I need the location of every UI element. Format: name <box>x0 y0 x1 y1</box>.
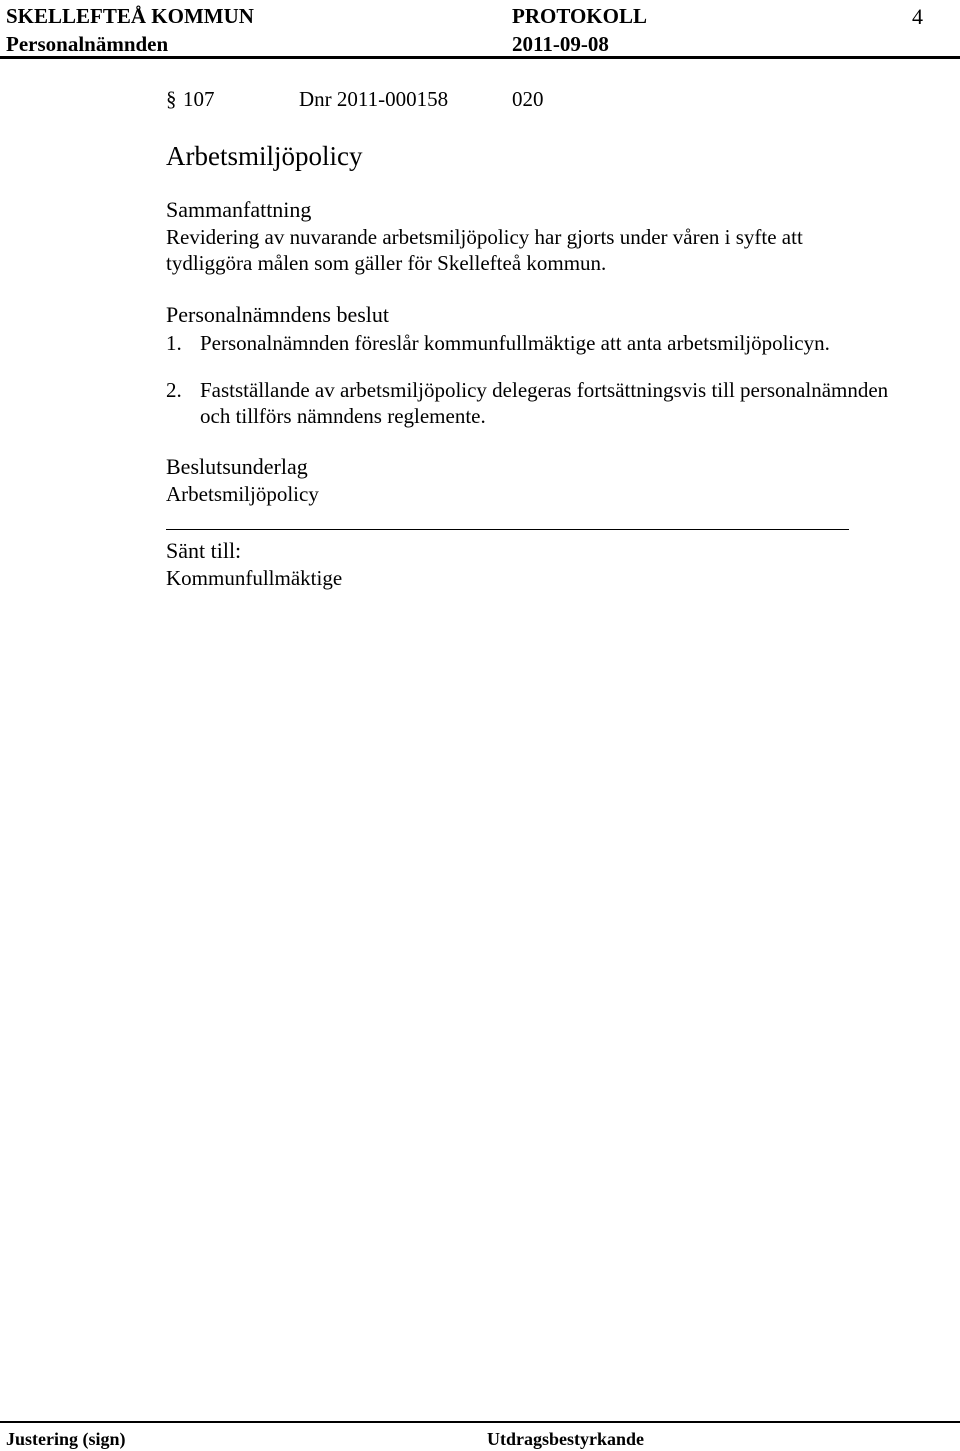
diary-number: Dnr 2011-000158 <box>299 87 449 111</box>
decision-item-text-cont: och tillförs nämndens reglemente. <box>200 404 486 428</box>
organization-name: SKELLEFTEÅ KOMMUN <box>6 4 254 28</box>
footer-divider <box>0 1421 960 1423</box>
decision-heading: Personalnämndens beslut <box>166 302 390 327</box>
section-sign: § <box>166 87 177 111</box>
summary-line-1: Revidering av nuvarande arbetsmiljöpolicy har gjorts under våren i syfte att <box>166 225 803 249</box>
decision-item-text: Personalnämnden föreslår kommunfullmäktige att anta arbetsmiljöpolicyn. <box>200 331 830 355</box>
paragraph-number: 107 <box>183 87 215 111</box>
sent-to-heading: Sänt till: <box>166 538 242 563</box>
committee-name: Personalnämnden <box>6 32 169 56</box>
decision-item-number: 1. <box>166 331 182 355</box>
sent-to-recipient: Kommunfullmäktige <box>166 566 343 590</box>
footer-certification-label: Utdragsbestyrkande <box>487 1429 645 1449</box>
page-title: Arbetsmiljöpolicy <box>166 141 363 171</box>
classification-code: 020 <box>512 87 544 111</box>
summary-heading: Sammanfattning <box>166 197 312 222</box>
header-divider <box>0 56 960 59</box>
meeting-date: 2011-09-08 <box>512 32 609 56</box>
basis-item: Arbetsmiljöpolicy <box>166 482 319 506</box>
footer-signature-label: Justering (sign) <box>6 1429 126 1449</box>
decision-item-text: Fastställande av arbetsmiljöpolicy delegeras fortsättningsvis till personalnämnden <box>200 378 889 402</box>
decision-item-number: 2. <box>166 378 182 402</box>
summary-line-2: tydliggöra målen som gäller för Skellefteå kommun. <box>166 251 607 275</box>
document-type: PROTOKOLL <box>512 4 647 28</box>
section-divider <box>166 529 849 530</box>
page-number: 4 <box>912 4 923 29</box>
basis-heading: Beslutsunderlag <box>166 454 308 479</box>
